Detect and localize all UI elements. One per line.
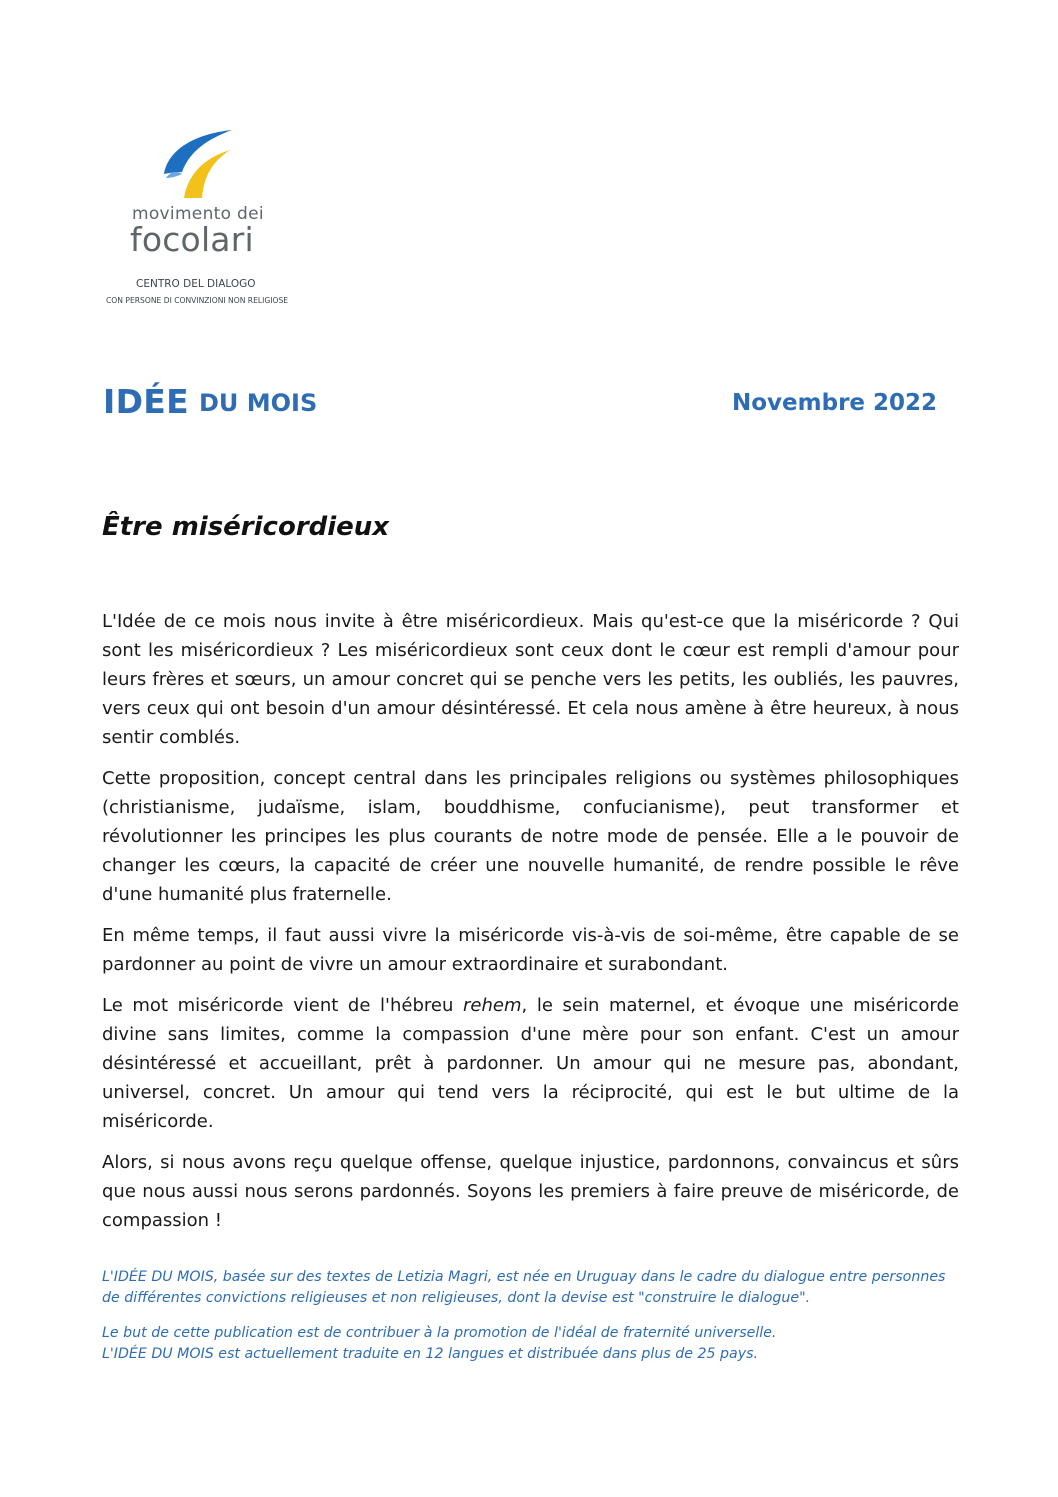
header-date: Novembre 2022 bbox=[732, 390, 938, 416]
paragraph-4-end: , le sein maternel, et évoque une miséricorde divine sans limites, comme la compassion d'une mère pour son enfant. C'est un amour désintéressé et accueillant, prêt à pardonner. Un amour qui ne mesure pas, abondant, universel, concret. Un amour qui tend vers la réciprocité, qui est le but ultime de la miséricorde. bbox=[102, 995, 959, 1132]
paragraph-4 bbox=[102, 991, 959, 1136]
logo-text-movimento: movimento dei bbox=[132, 204, 264, 224]
logo-text-centro: CENTRO DEL DIALOGO bbox=[136, 278, 256, 290]
paragraph-2: Cette proposition, concept central dans les principales religions ou systèmes philosophiques (christianisme, judaïsme, islam, bouddhisme, confucianisme), peut transformer et révolutionner les principes les plus courants de notre mode de pensée. Elle a le pouvoir de changer les cœurs, la capacité de créer une nouvelle humanité, de rendre possible le rêve d'une humanité plus fraternelle. bbox=[102, 768, 959, 905]
paragraph-1: L'Idée de ce mois nous invite à être miséricordieux. Mais qu'est-ce que la miséricorde ? Qui sont les miséricordieux ? Les miséricordieux sont ceux dont le cœur est rempli d'amour pour leurs frères et sœurs, un amour concret qui se penche vers les petits, les oubliés, les pauvres, vers ceux qui ont besoin d'un amour désintéressé. Et cela nous amène à être heureux, à nous sentir comblés. bbox=[102, 611, 959, 748]
paragraph-4-start: Le mot miséricorde vient de l'hébreu bbox=[102, 995, 463, 1016]
logo-text-focolari: focolari bbox=[130, 220, 254, 259]
footer-note-1: L'IDÉE DU MOIS, basée sur des textes de Letizia Magri, est née en Uruguay dans le cadre du dialogue entre personnes de différentes convictions religieuses et non religieuses, dont la devise est "construire le dialogue". bbox=[102, 1269, 946, 1306]
footer-notes bbox=[102, 1267, 962, 1379]
footer-note-2-line-2: L'IDÉE DU MOIS est actuellement traduite en 12 langues et distribuée dans plus de 25 pays. bbox=[102, 1346, 759, 1362]
header-idee: IDÉE bbox=[103, 382, 189, 421]
page-title: Être miséricordieux bbox=[102, 512, 390, 542]
paragraph-5: Alors, si nous avons reçu quelque offense, quelque injustice, pardonnons, convaincus et sûrs que nous aussi nous serons pardonnés. Soyons les premiers à faire preuve de miséricorde, de compassion ! bbox=[102, 1152, 959, 1231]
body-text bbox=[102, 607, 959, 1247]
paragraph-4-hebrew-word: rehem bbox=[463, 995, 522, 1016]
logo-text-persone: CON PERSONE DI CONVINZIONI NON RELIGIOSE bbox=[106, 296, 289, 305]
header-du-mois: DU MOIS bbox=[199, 389, 318, 417]
paragraph-3: En même temps, il faut aussi vivre la miséricorde vis-à-vis de soi-même, être capable de se pardonner au point de vivre un amour extraordinaire et surabondant. bbox=[102, 925, 959, 975]
focolari-swoosh-icon bbox=[160, 128, 240, 200]
footer-note-2-line-1: Le but de cette publication est de contribuer à la promotion de l'idéal de fraternité universelle. bbox=[102, 1325, 777, 1341]
footer-note-2 bbox=[102, 1323, 962, 1365]
